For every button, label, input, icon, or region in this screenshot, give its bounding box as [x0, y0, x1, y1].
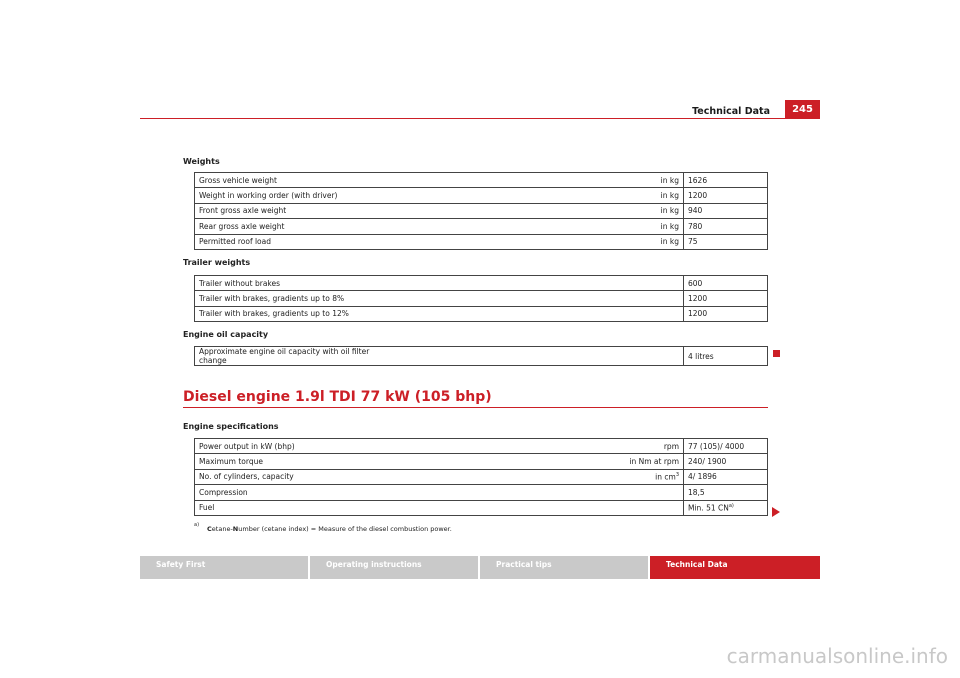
row-unit: in kg [393, 219, 684, 234]
table-row [195, 276, 768, 291]
row-value: 4/ 1896 [684, 469, 768, 484]
watermark: carmanualsonline.info [726, 644, 948, 668]
row-unit [393, 500, 684, 515]
table-row [195, 203, 768, 218]
row-unit [393, 276, 684, 291]
row-label: Approximate engine oil capacity with oil filter change [199, 347, 370, 365]
value-text: Min. 51 CN [688, 503, 729, 513]
row-label: Maximum torque [195, 454, 394, 469]
diesel-engine-title: Diesel engine 1.9l TDI 77 kW (105 bhp) [183, 389, 492, 405]
row-value: 240/ 1900 [684, 454, 768, 469]
tab-technical-data[interactable]: Technical Data [650, 556, 820, 579]
table-row [195, 469, 768, 484]
row-unit: in kg [393, 173, 684, 188]
table-row [195, 306, 768, 321]
footnote-n: N [232, 525, 239, 534]
tab-operating-instructions[interactable]: Operating instructions [310, 556, 478, 579]
oil-capacity-heading: Engine oil capacity [183, 330, 269, 339]
row-value: 780 [684, 219, 768, 234]
row-value: 75 [688, 237, 698, 247]
engine-specifications-heading: Engine specifications [183, 422, 279, 431]
row-value: 4 litres [688, 351, 714, 361]
oil-capacity-table [194, 346, 768, 366]
engine-specifications-table [194, 438, 768, 516]
unit-text: in cm [655, 472, 676, 482]
row-label: Trailer with brakes, gradients up to 8% [195, 291, 394, 306]
unit-superscript: 3 [675, 472, 679, 479]
row-value: 1200 [684, 291, 768, 306]
footnote-marker: a) [194, 522, 200, 528]
row-unit: in Nm at rpm [393, 454, 684, 469]
row-value: 1200 [684, 188, 768, 203]
row-label: Front gross axle weight [195, 203, 394, 218]
row-unit: in kg [393, 188, 684, 203]
table-row [195, 500, 768, 515]
trailer-weights-table [194, 275, 768, 322]
tab-practical-tips[interactable]: Practical tips [480, 556, 648, 579]
table-row [195, 291, 768, 306]
table-row [195, 439, 768, 454]
weights-heading: Weights [183, 157, 220, 166]
row-unit [393, 291, 684, 306]
row-value: 600 [684, 276, 768, 291]
header-rule [140, 118, 820, 119]
row-label: Fuel [199, 503, 215, 513]
section-end-marker [773, 350, 780, 357]
row-label: Trailer with brakes, gradients up to 12% [199, 309, 349, 319]
row-value: 1626 [684, 173, 768, 188]
table-row [195, 454, 768, 469]
row-label: Rear gross axle weight [195, 219, 394, 234]
footnote-c: C [207, 525, 212, 534]
row-value: 77 (105)/ 4000 [684, 439, 768, 454]
row-unit: rpm [393, 439, 684, 454]
row-label: No. of cylinders, capacity [195, 469, 394, 484]
row-unit [393, 347, 684, 366]
weights-table [194, 172, 768, 250]
tab-safety-first[interactable]: Safety First [140, 556, 308, 579]
footnote-text: umber (cetane index) = Measure of the diesel combustion power. [238, 525, 452, 534]
table-row [195, 219, 768, 234]
row-value: 940 [684, 203, 768, 218]
row-unit [393, 485, 684, 500]
footnote-c-rest: etane- [211, 525, 233, 534]
footnote-reference: a) [728, 503, 734, 509]
page-header-title: Technical Data [692, 106, 770, 117]
row-label: Power output in kW (bhp) [195, 439, 394, 454]
table-row [195, 485, 768, 500]
row-unit [393, 469, 684, 484]
row-unit: in kg [393, 203, 684, 218]
row-label: Weight in working order (with driver) [195, 188, 394, 203]
table-row [195, 347, 768, 366]
row-label: Gross vehicle weight [195, 173, 394, 188]
row-label: Compression [195, 485, 394, 500]
continue-arrow-icon [772, 507, 780, 517]
row-value [684, 500, 768, 515]
row-unit: in kg [393, 234, 684, 249]
row-value: 1200 [688, 309, 708, 319]
row-label: Trailer without brakes [195, 276, 394, 291]
row-value: 18,5 [684, 485, 768, 500]
table-row [195, 173, 768, 188]
table-row [195, 188, 768, 203]
trailer-weights-heading: Trailer weights [183, 258, 251, 267]
row-label: Permitted roof load [199, 237, 272, 247]
page-number: 245 [785, 100, 820, 119]
footnote [194, 524, 452, 533]
table-row [195, 234, 768, 249]
diesel-title-rule [183, 407, 768, 408]
row-unit [393, 306, 684, 321]
